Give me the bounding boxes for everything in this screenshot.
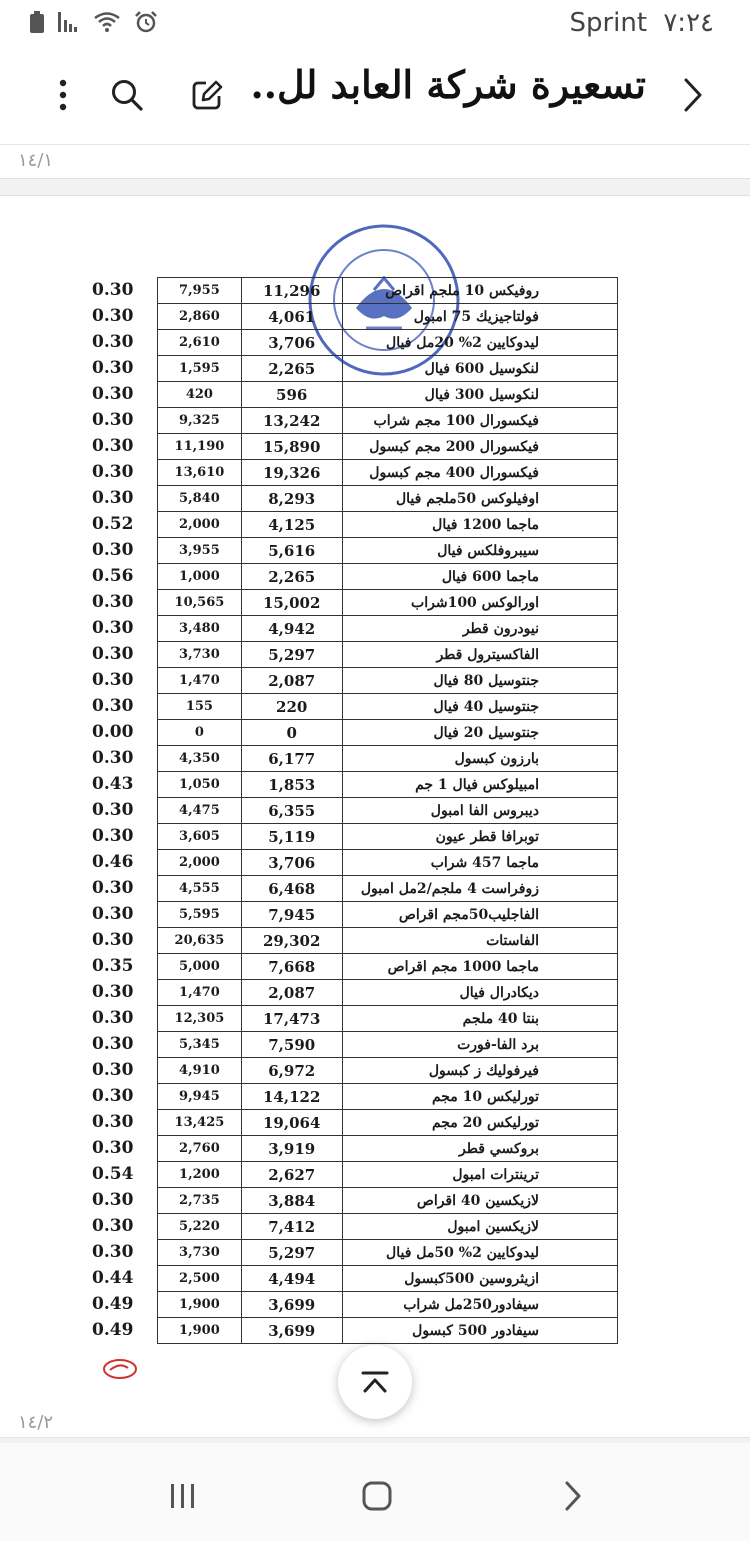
price-cell: 155 bbox=[158, 694, 242, 720]
price-cell: 7,668 bbox=[241, 954, 342, 980]
search-button[interactable] bbox=[104, 72, 150, 118]
system-nav-bar bbox=[0, 1443, 750, 1541]
more-vertical-icon bbox=[58, 78, 68, 112]
price-cell: 3,884 bbox=[241, 1188, 342, 1214]
price-cell: 5,297 bbox=[241, 642, 342, 668]
price-cell: 19,326 bbox=[241, 460, 342, 486]
price-cell: 4,061 bbox=[241, 304, 342, 330]
price-cell: 2,860 bbox=[158, 304, 242, 330]
item-name-cell: فيكسورال 100 مجم شراب bbox=[342, 408, 617, 434]
table-row bbox=[158, 304, 618, 330]
price-cell: 2,627 bbox=[241, 1162, 342, 1188]
back-button[interactable] bbox=[670, 72, 716, 118]
page-label-bottom: ١٤/٢ bbox=[18, 1412, 54, 1433]
item-name-cell: ازيثروسين 500كبسول bbox=[342, 1266, 617, 1292]
price-cell: 1,000 bbox=[158, 564, 242, 590]
price-cell: 9,325 bbox=[158, 408, 242, 434]
ratio-value: 0.30 bbox=[92, 1034, 134, 1054]
price-cell: 596 bbox=[241, 382, 342, 408]
recent-apps-icon bbox=[169, 1483, 197, 1509]
table-row bbox=[158, 668, 618, 694]
table-row bbox=[158, 746, 618, 772]
ratio-value: 0.30 bbox=[92, 410, 134, 430]
price-cell: 15,002 bbox=[241, 590, 342, 616]
price-cell: 15,890 bbox=[241, 434, 342, 460]
table-row bbox=[158, 954, 618, 980]
table-row bbox=[158, 356, 618, 382]
page-label-top: ١٤/١ bbox=[18, 150, 54, 171]
table-row bbox=[158, 850, 618, 876]
price-cell: 2,610 bbox=[158, 330, 242, 356]
price-cell: 29,302 bbox=[241, 928, 342, 954]
scroll-to-top-icon bbox=[361, 1371, 389, 1393]
item-name-cell: لنكوسيل 600 فيال bbox=[342, 356, 617, 382]
table-row bbox=[158, 590, 618, 616]
item-name-cell: ماجما 1000 مجم اقراص bbox=[342, 954, 617, 980]
ratio-value: 0.30 bbox=[92, 1242, 134, 1262]
item-name-cell: تورليكس 20 مجم bbox=[342, 1110, 617, 1136]
table-row bbox=[158, 1110, 618, 1136]
table-row bbox=[158, 902, 618, 928]
ratio-value: 0.30 bbox=[92, 930, 134, 950]
table-row bbox=[158, 1240, 618, 1266]
table-row bbox=[158, 278, 618, 304]
item-name-cell: الفاستات bbox=[342, 928, 617, 954]
table-row bbox=[158, 642, 618, 668]
ratio-value: 0.30 bbox=[92, 670, 134, 690]
price-cell: 4,494 bbox=[241, 1266, 342, 1292]
table-row bbox=[158, 1318, 618, 1344]
more-options-button[interactable] bbox=[40, 72, 86, 118]
recent-apps-button[interactable] bbox=[158, 1471, 208, 1521]
ratio-value: 0.30 bbox=[92, 462, 134, 482]
price-cell: 5,297 bbox=[241, 1240, 342, 1266]
ratio-value: 0.49 bbox=[92, 1320, 134, 1340]
ratio-value: 0.30 bbox=[92, 1138, 134, 1158]
price-cell: 4,910 bbox=[158, 1058, 242, 1084]
item-name-cell: سيبروفلكس فيال bbox=[342, 538, 617, 564]
item-name-cell: بارزون كبسول bbox=[342, 746, 617, 772]
item-name-cell: جنتوسيل 20 فيال bbox=[342, 720, 617, 746]
ratio-value: 0.56 bbox=[92, 566, 134, 586]
ratio-value: 0.30 bbox=[92, 1060, 134, 1080]
price-cell: 11,190 bbox=[158, 434, 242, 460]
edit-button[interactable] bbox=[184, 72, 230, 118]
battery-icon bbox=[30, 11, 44, 37]
item-name-cell: الفاجليب50مجم اقراص bbox=[342, 902, 617, 928]
price-cell: 5,616 bbox=[241, 538, 342, 564]
table-row bbox=[158, 564, 618, 590]
ratio-value: 0.54 bbox=[92, 1164, 134, 1184]
ratio-value: 0.35 bbox=[92, 956, 134, 976]
ratio-value: 0.30 bbox=[92, 1216, 134, 1236]
price-cell: 12,305 bbox=[158, 1006, 242, 1032]
item-name-cell: امبيلوكس فيال 1 جم bbox=[342, 772, 617, 798]
app-bar-divider bbox=[0, 144, 750, 145]
table-row bbox=[158, 330, 618, 356]
item-name-cell: بنتا 40 ملجم bbox=[342, 1006, 617, 1032]
table-row bbox=[158, 694, 618, 720]
item-name-cell: جنتوسيل 40 فيال bbox=[342, 694, 617, 720]
price-cell: 3,605 bbox=[158, 824, 242, 850]
item-name-cell: اوفيلوكس 50ملجم فيال bbox=[342, 486, 617, 512]
item-name-cell: ديكادرال فيال bbox=[342, 980, 617, 1006]
price-cell: 3,919 bbox=[241, 1136, 342, 1162]
price-cell: 13,242 bbox=[241, 408, 342, 434]
price-cell: 5,595 bbox=[158, 902, 242, 928]
home-button[interactable] bbox=[352, 1471, 402, 1521]
price-cell: 2,000 bbox=[158, 512, 242, 538]
table-row bbox=[158, 980, 618, 1006]
price-cell: 20,635 bbox=[158, 928, 242, 954]
item-name-cell: ماجما 1200 فيال bbox=[342, 512, 617, 538]
item-name-cell: بروكسي قطر bbox=[342, 1136, 617, 1162]
table-row bbox=[158, 824, 618, 850]
ratio-value: 0.46 bbox=[92, 852, 134, 872]
status-icons bbox=[30, 10, 158, 38]
table-row bbox=[158, 512, 618, 538]
ratio-value: 0.49 bbox=[92, 1294, 134, 1314]
price-cell: 9,945 bbox=[158, 1084, 242, 1110]
price-cell: 19,064 bbox=[241, 1110, 342, 1136]
price-cell: 8,293 bbox=[241, 486, 342, 512]
price-cell: 6,468 bbox=[241, 876, 342, 902]
table-row bbox=[158, 1162, 618, 1188]
ratio-value: 0.43 bbox=[92, 774, 134, 794]
price-cell: 5,000 bbox=[158, 954, 242, 980]
price-cell: 2,500 bbox=[158, 1266, 242, 1292]
ratio-value: 0.30 bbox=[92, 1112, 134, 1132]
item-name-cell: لازيكسين 40 اقراص bbox=[342, 1188, 617, 1214]
price-cell: 14,122 bbox=[241, 1084, 342, 1110]
price-cell: 3,706 bbox=[241, 330, 342, 356]
back-chevron-icon bbox=[682, 77, 704, 113]
forward-button[interactable] bbox=[548, 1471, 598, 1521]
price-cell: 1,853 bbox=[241, 772, 342, 798]
signal-icon bbox=[58, 12, 80, 36]
price-cell: 1,470 bbox=[158, 980, 242, 1006]
document-title: تسعيرة شركة العابد لل.. bbox=[250, 62, 646, 107]
ratio-value: 0.30 bbox=[92, 904, 134, 924]
price-cell: 0 bbox=[241, 720, 342, 746]
item-name-cell: ديبروس الفا امبول bbox=[342, 798, 617, 824]
ratio-value: 0.44 bbox=[92, 1268, 134, 1288]
price-cell: 3,480 bbox=[158, 616, 242, 642]
price-cell: 4,555 bbox=[158, 876, 242, 902]
ratio-value: 0.30 bbox=[92, 488, 134, 508]
item-name-cell: اورالوكس 100شراب bbox=[342, 590, 617, 616]
item-name-cell: فيرفوليك ز كبسول bbox=[342, 1058, 617, 1084]
price-cell: 7,945 bbox=[241, 902, 342, 928]
table-row bbox=[158, 460, 618, 486]
table-row bbox=[158, 772, 618, 798]
table-row bbox=[158, 720, 618, 746]
item-name-cell: فيكسورال 400 مجم كبسول bbox=[342, 460, 617, 486]
price-table bbox=[157, 277, 618, 1344]
ratio-value: 0.30 bbox=[92, 384, 134, 404]
price-cell: 13,610 bbox=[158, 460, 242, 486]
ratio-value: 0.30 bbox=[92, 436, 134, 456]
price-cell: 10,565 bbox=[158, 590, 242, 616]
app-bar bbox=[0, 48, 750, 144]
price-cell: 7,590 bbox=[241, 1032, 342, 1058]
price-cell: 17,473 bbox=[241, 1006, 342, 1032]
forward-chevron-icon bbox=[564, 1481, 582, 1511]
search-icon bbox=[110, 78, 144, 112]
ratio-value: 0.30 bbox=[92, 748, 134, 768]
price-cell: 3,699 bbox=[241, 1318, 342, 1344]
item-name-cell: تورليكس 10 مجم bbox=[342, 1084, 617, 1110]
ratio-value: 0.30 bbox=[92, 696, 134, 716]
item-name-cell: لنكوسيل 300 فيال bbox=[342, 382, 617, 408]
item-name-cell: زوفراست 4 ملجم/2مل امبول bbox=[342, 876, 617, 902]
ratio-value: 0.30 bbox=[92, 280, 134, 300]
carrier-name: Sprint bbox=[569, 8, 648, 38]
price-cell: 6,355 bbox=[241, 798, 342, 824]
table-row bbox=[158, 1084, 618, 1110]
price-cell: 3,730 bbox=[158, 1240, 242, 1266]
item-name-cell: نيودرون قطر bbox=[342, 616, 617, 642]
clock: ٧:٢٤ bbox=[663, 8, 714, 38]
ratio-value: 0.30 bbox=[92, 306, 134, 326]
table-row bbox=[158, 408, 618, 434]
price-cell: 2,000 bbox=[158, 850, 242, 876]
price-cell: 1,470 bbox=[158, 668, 242, 694]
ratio-value: 0.52 bbox=[92, 514, 134, 534]
ratio-value: 0.30 bbox=[92, 878, 134, 898]
handwritten-mark bbox=[100, 1356, 140, 1386]
item-name-cell: ترينترات امبول bbox=[342, 1162, 617, 1188]
price-cell: 2,760 bbox=[158, 1136, 242, 1162]
price-cell: 420 bbox=[158, 382, 242, 408]
table-row bbox=[158, 1006, 618, 1032]
ratio-value: 0.00 bbox=[92, 722, 134, 742]
ratio-value: 0.30 bbox=[92, 592, 134, 612]
ratio-value: 0.30 bbox=[92, 358, 134, 378]
table-row bbox=[158, 928, 618, 954]
item-name-cell: جنتوسيل 80 فيال bbox=[342, 668, 617, 694]
wifi-icon bbox=[94, 12, 120, 36]
ratio-value: 0.30 bbox=[92, 826, 134, 846]
item-name-cell: ليدوكايين 2% 20مل فيال bbox=[342, 330, 617, 356]
ratio-value: 0.30 bbox=[92, 1008, 134, 1028]
price-cell: 3,706 bbox=[241, 850, 342, 876]
table-row bbox=[158, 616, 618, 642]
item-name-cell: ماجما 457 شراب bbox=[342, 850, 617, 876]
price-cell: 6,972 bbox=[241, 1058, 342, 1084]
price-cell: 4,125 bbox=[241, 512, 342, 538]
price-cell: 2,265 bbox=[241, 564, 342, 590]
price-cell: 3,955 bbox=[158, 538, 242, 564]
price-cell: 5,345 bbox=[158, 1032, 242, 1058]
ratio-value: 0.30 bbox=[92, 800, 134, 820]
price-cell: 1,200 bbox=[158, 1162, 242, 1188]
price-cell: 6,177 bbox=[241, 746, 342, 772]
price-cell: 11,296 bbox=[241, 278, 342, 304]
price-cell: 220 bbox=[241, 694, 342, 720]
item-name-cell: ماجما 600 فيال bbox=[342, 564, 617, 590]
price-cell: 1,900 bbox=[158, 1292, 242, 1318]
ratio-column bbox=[92, 277, 136, 1343]
price-cell: 2,265 bbox=[241, 356, 342, 382]
price-cell: 1,900 bbox=[158, 1318, 242, 1344]
item-name-cell: توبرافا قطر عيون bbox=[342, 824, 617, 850]
item-name-cell: سيفادور250مل شراب bbox=[342, 1292, 617, 1318]
item-name-cell: فيكسورال 200 مجم كبسول bbox=[342, 434, 617, 460]
alarm-icon bbox=[134, 10, 158, 38]
price-cell: 0 bbox=[158, 720, 242, 746]
ratio-value: 0.30 bbox=[92, 1190, 134, 1210]
table-row bbox=[158, 1032, 618, 1058]
document-page[interactable] bbox=[0, 196, 750, 1436]
page-separator bbox=[0, 178, 750, 196]
edit-icon bbox=[190, 78, 224, 112]
price-cell: 7,412 bbox=[241, 1214, 342, 1240]
price-cell: 2,087 bbox=[241, 668, 342, 694]
price-cell: 4,350 bbox=[158, 746, 242, 772]
ratio-value: 0.30 bbox=[92, 982, 134, 1002]
table-row bbox=[158, 382, 618, 408]
item-name-cell: لازيكسين امبول bbox=[342, 1214, 617, 1240]
item-name-cell: سيفادور 500 كبسول bbox=[342, 1318, 617, 1344]
table-row bbox=[158, 1214, 618, 1240]
price-cell: 4,475 bbox=[158, 798, 242, 824]
price-cell: 3,730 bbox=[158, 642, 242, 668]
price-cell: 1,050 bbox=[158, 772, 242, 798]
ratio-value: 0.30 bbox=[92, 540, 134, 560]
table-row bbox=[158, 486, 618, 512]
scroll-to-top-button[interactable] bbox=[338, 1345, 412, 1419]
price-cell: 4,942 bbox=[241, 616, 342, 642]
price-cell: 13,425 bbox=[158, 1110, 242, 1136]
status-bar bbox=[0, 0, 750, 48]
table-row bbox=[158, 1292, 618, 1318]
ratio-value: 0.30 bbox=[92, 644, 134, 664]
item-name-cell: فولتاجيزيك 75 امبول bbox=[342, 304, 617, 330]
item-name-cell: روفيكس 10 ملجم اقراص bbox=[342, 278, 617, 304]
ratio-value: 0.30 bbox=[92, 618, 134, 638]
table-row bbox=[158, 538, 618, 564]
table-row bbox=[158, 798, 618, 824]
home-icon bbox=[362, 1481, 392, 1511]
price-cell: 1,595 bbox=[158, 356, 242, 382]
item-name-cell: الفاكسيترول قطر bbox=[342, 642, 617, 668]
price-cell: 5,119 bbox=[241, 824, 342, 850]
price-cell: 3,699 bbox=[241, 1292, 342, 1318]
price-cell: 7,955 bbox=[158, 278, 242, 304]
ratio-value: 0.30 bbox=[92, 1086, 134, 1106]
table-row bbox=[158, 1058, 618, 1084]
price-cell: 2,735 bbox=[158, 1188, 242, 1214]
ratio-value: 0.30 bbox=[92, 332, 134, 352]
table-row bbox=[158, 1188, 618, 1214]
item-name-cell: برد الفا-فورت bbox=[342, 1032, 617, 1058]
price-cell: 5,840 bbox=[158, 486, 242, 512]
table-row bbox=[158, 434, 618, 460]
table-row bbox=[158, 1266, 618, 1292]
table-row bbox=[158, 876, 618, 902]
table-row bbox=[158, 1136, 618, 1162]
price-cell: 5,220 bbox=[158, 1214, 242, 1240]
price-cell: 2,087 bbox=[241, 980, 342, 1006]
status-right bbox=[561, 8, 714, 38]
item-name-cell: ليدوكايين 2% 50مل فيال bbox=[342, 1240, 617, 1266]
